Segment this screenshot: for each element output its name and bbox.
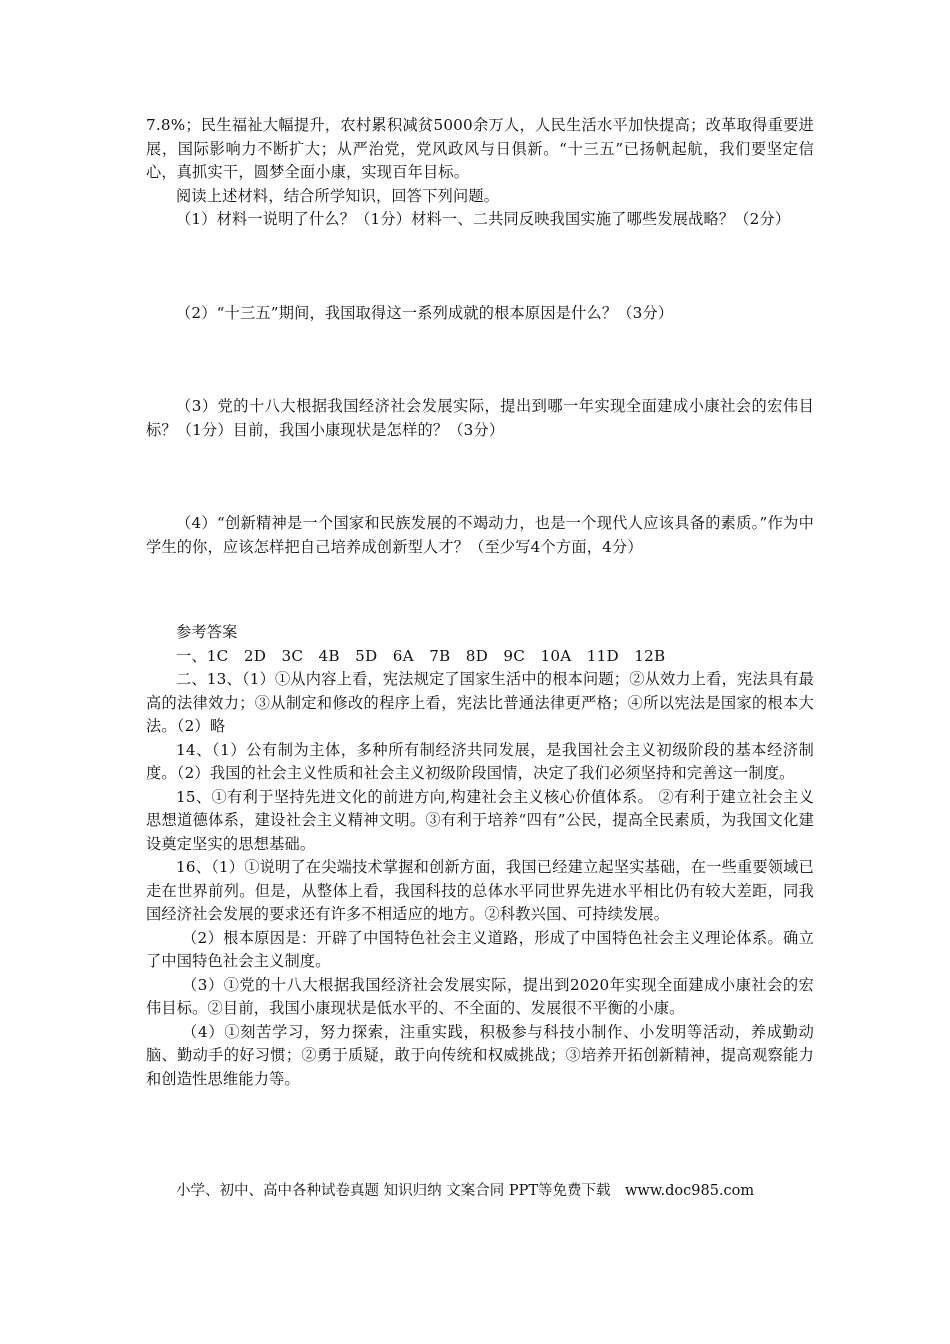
material-continuation: 7.8%；民生福祉大幅提升，农村累积减贫5000余万人，人民生活水平加快提高；改革取得重要进展，国际影响力不断扩大；从严治党，党风政风与日俱新。“十三五”已扬帆起航，我们要坚定信心，真抓实干，圆梦全面小康，实现百年目标。: [146, 116, 814, 181]
instruction-text: 阅读上述材料，结合所学知识，回答下列问题。: [176, 186, 500, 205]
page-footer: 小学、初中、高中各种试卷真题 知识归纳 文案合同 PPT等免费下载 www.doc985.com: [176, 1183, 755, 1199]
question-1: （1）材料一说明了什么？（1分）材料一、二共同反映我国实施了哪些发展战略？（2分）: [176, 210, 791, 228]
answer-16-1: 16、（1）①说明了在尖端技术掌握和创新方面，我国已经建立起坚实基础，在一些重要领域已走在世界前列。但是，从整体上看，我国科技的总体水平同世界先进水平相比仍有较大差距，同我国经济社会发展的要求还有许多不相适应的地方。②科教兴国、可持续发展。: [146, 858, 814, 923]
question-2: （2）“十三五”期间，我国取得这一系列成就的根本原因是什么？（3分）: [176, 303, 674, 322]
answer-16-3: （3）①党的十八大根据我国经济社会发展实际，提出到2020年实现全面建成小康社会的宏伟目标。②目前，我国小康现状是低水平的、不全面的、发展很不平衡的小康。: [146, 975, 814, 1017]
answer-15: 15、①有利于坚持先进文化的前进方向,构建社会主义核心价值体系。 ②有利于建立社会主义思想道德体系，建设社会主义精神文明。③有利于培养“四有”公民，提高全民素质，为我国文化建设奠定坚实的思想基础。: [146, 787, 814, 853]
answer-space: [146, 325, 814, 395]
answer-space: [146, 442, 814, 512]
document-body: [146, 114, 814, 1091]
answer-13: 二、13、（1）①从内容上看，宪法规定了国家生活中的根本问题；②从效力上看，宪法具有最高的法律效力；③从制定和修改的程序上看，宪法比普通法律更严格；④所以宪法是国家的根本大法。（2）略: [146, 670, 814, 735]
question-3: （3）党的十八大根据我国经济社会发展实际，提出到哪一年实现全面建成小康社会的宏伟目标？（1分）目前，我国小康现状是怎样的？（3分）: [146, 397, 814, 439]
section-gap: [146, 559, 814, 621]
answer-16-2: （2）根本原因是：开辟了中国特色社会主义道路，形成了中国特色社会主义理论体系。确立了中国特色社会主义制度。: [146, 928, 814, 970]
answer-16-4: （4）①刻苦学习，努力探索，注重实践，积极参与科技小制作、小发明等活动，养成勤动脑、勤动手的好习惯；②勇于质疑，敢于向传统和权威挑战；③培养开拓创新精神，提高观察能力和创造性思维能力等。: [146, 1022, 814, 1088]
answer-14: 14、（1）公有制为主体，多种所有制经济共同发展，是我国社会主义初级阶段的基本经济制度。（2）我国的社会主义性质和社会主义初级阶段国情，决定了我们必须坚持和完善这一制度。: [146, 740, 814, 782]
answers-heading: 参考答案: [176, 623, 238, 641]
question-4: （4）“创新精神是一个国家和民族发展的不竭动力，也是一个现代人应该具备的素质。”作为中学生的你，应该怎样把自己培养成创新型人才？（至少写4个方面，4分）: [146, 514, 814, 556]
answer-space: [146, 232, 814, 302]
answer-choice: 一、1C 2D 3C 4B 5D 6A 7B 8D 9C 10A 11D 12B: [176, 646, 666, 665]
